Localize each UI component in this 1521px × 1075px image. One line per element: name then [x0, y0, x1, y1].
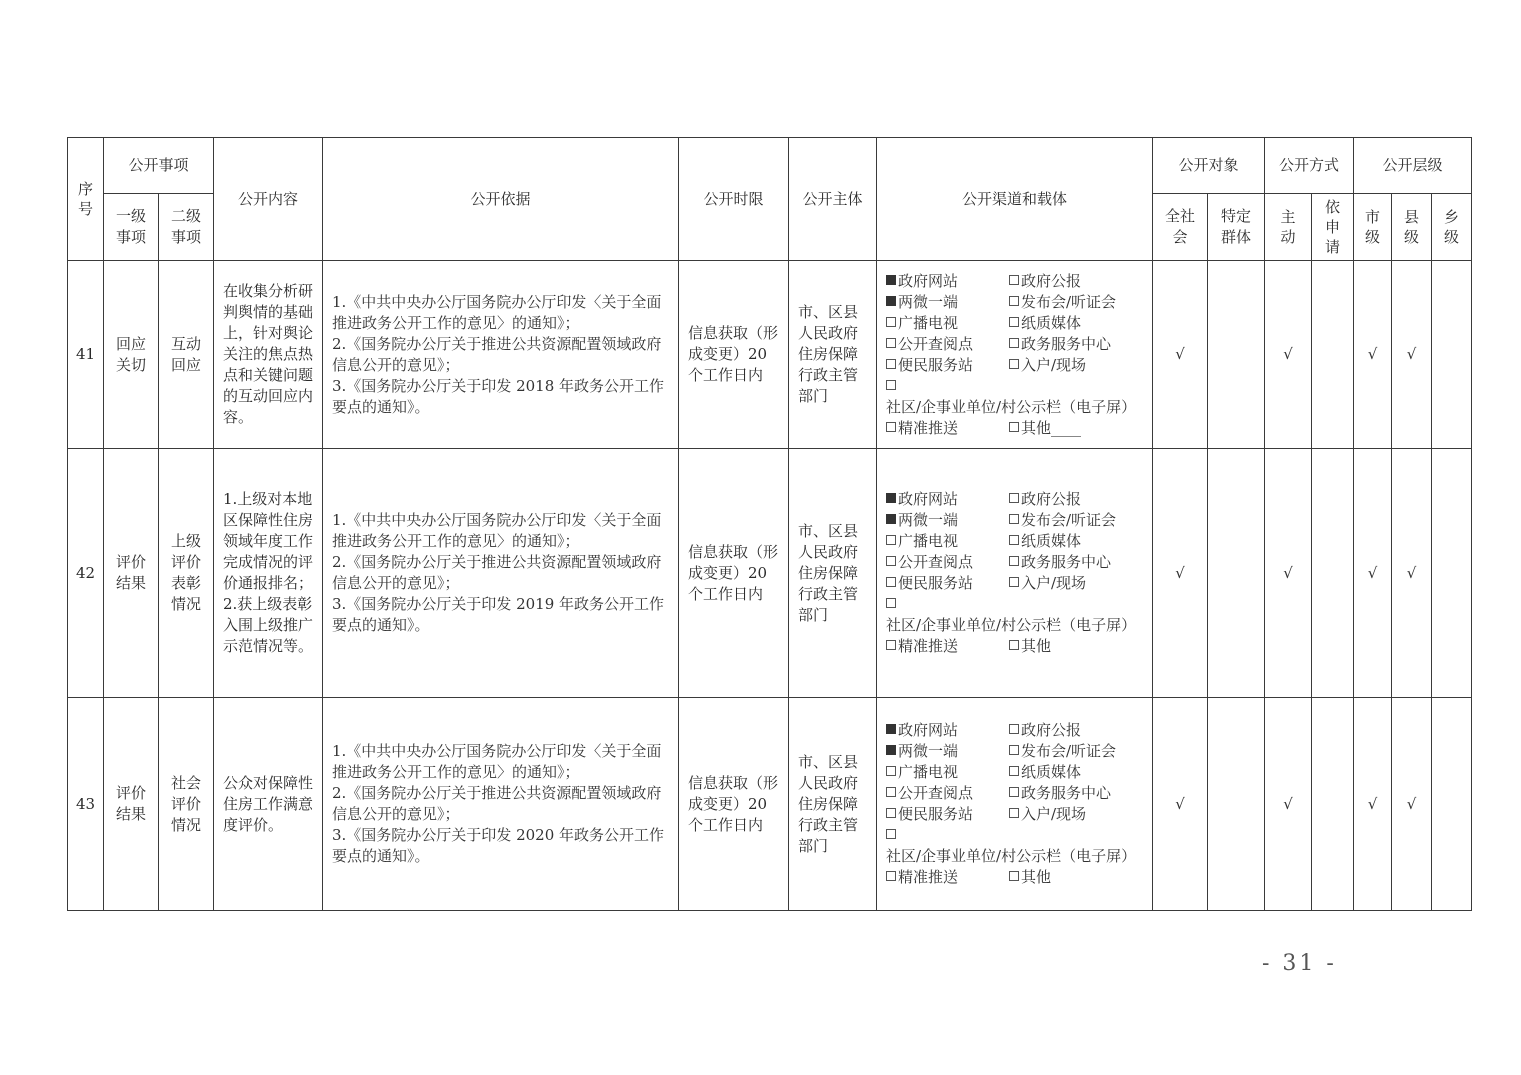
empty-box-icon	[1009, 535, 1019, 545]
method-apply-check	[1312, 698, 1354, 911]
channel-two-micro: 两微一端	[886, 741, 1009, 762]
level-town-check	[1432, 449, 1472, 698]
empty-box-icon	[886, 577, 896, 587]
level-city-check: √	[1354, 449, 1392, 698]
channel-tv: 广播电视	[886, 313, 1009, 334]
header-subject: 公开主体	[789, 138, 877, 261]
channel-reading: 公开查阅点	[886, 783, 1009, 804]
row-subject: 市、区县人民政府住房保障行政主管部门	[789, 698, 877, 911]
row-level2: 社会评价情况	[159, 698, 214, 911]
channel-door: 入户/现场	[1009, 804, 1146, 825]
empty-box-icon	[886, 787, 896, 797]
channel-other: 其他	[1009, 867, 1146, 888]
empty-box-icon	[886, 871, 896, 881]
channel-two-micro: 两微一端	[886, 292, 1009, 313]
row-content: 1.上级对本地区保障性住房领域年度工作完成情况的评价通报排名；2.获上级表彰入围上级推广示范情况等。	[214, 449, 323, 698]
empty-box-icon	[1009, 724, 1019, 734]
channel-door: 入户/现场	[1009, 573, 1146, 594]
header-method: 公开方式	[1265, 138, 1354, 194]
target-special-check	[1208, 449, 1265, 698]
header-method-apply: 依申请	[1312, 194, 1354, 261]
row-time: 信息获取（形成变更）20 个工作日内	[679, 698, 789, 911]
channel-convenience: 便民服务站	[886, 573, 1009, 594]
page-number: - 31 -	[1262, 951, 1337, 976]
channel-gov-bulletin: 政府公报	[1009, 720, 1146, 741]
header-channel: 公开渠道和载体	[877, 138, 1153, 261]
empty-box-icon	[1009, 808, 1019, 818]
channel-other: 其他	[1009, 636, 1146, 657]
level-county-check: √	[1392, 449, 1432, 698]
table-row	[68, 261, 1472, 449]
method-apply-check	[1312, 261, 1354, 449]
header-content: 公开内容	[214, 138, 323, 261]
row-content: 公众对保障性住房工作满意度评价。	[214, 698, 323, 911]
level-city-check: √	[1354, 261, 1392, 449]
empty-box-icon	[886, 829, 896, 839]
channel-reading: 公开查阅点	[886, 552, 1009, 573]
channel-push: 精准推送	[886, 636, 1009, 657]
row-number: 43	[68, 698, 104, 911]
checked-box-icon	[886, 296, 896, 306]
header-level: 公开层级	[1354, 138, 1472, 194]
row-basis: 1.《中共中央办公厅国务院办公厅印发〈关于全面推进政务公开工作的意见〉的通知》； 2.《国务院办公厅关于推进公共资源配置领域政府信息公开的意见》； 3.《国务院办公厅关于印发 2019 年政务公开工作要点的通知》。	[323, 449, 679, 698]
checked-box-icon	[886, 745, 896, 755]
disclosure-table	[67, 137, 1472, 911]
channel-gov-site: 政府网站	[886, 720, 1009, 741]
target-all-check: √	[1153, 261, 1208, 449]
channel-paper: 纸质媒体	[1009, 762, 1146, 783]
empty-box-icon	[1009, 338, 1019, 348]
header-target: 公开对象	[1153, 138, 1265, 194]
channel-board: 社区/企事业单位/村公示栏（电子屏）	[886, 825, 1146, 867]
row-basis: 1.《中共中央办公厅国务院办公厅印发〈关于全面推进政务公开工作的意见〉的通知》； 2.《国务院办公厅关于推进公共资源配置领域政府信息公开的意见》； 3.《国务院办公厅关于印发 2018 年政务公开工作要点的通知》。	[323, 261, 679, 449]
row-subject: 市、区县人民政府住房保障行政主管部门	[789, 261, 877, 449]
level-city-check: √	[1354, 698, 1392, 911]
row-number: 42	[68, 449, 104, 698]
channel-tv: 广播电视	[886, 762, 1009, 783]
header-basis: 公开依据	[323, 138, 679, 261]
row-channels	[877, 261, 1153, 449]
empty-box-icon	[886, 422, 896, 432]
table-row	[68, 449, 1472, 698]
level-town-check	[1432, 698, 1472, 911]
header-county: 县级	[1392, 194, 1432, 261]
empty-box-icon	[886, 359, 896, 369]
channel-gov-site: 政府网站	[886, 489, 1009, 510]
channel-door: 入户/现场	[1009, 355, 1146, 376]
row-time: 信息获取（形成变更）20 个工作日内	[679, 261, 789, 449]
header-city: 市级	[1354, 194, 1392, 261]
channel-press: 发布会/听证会	[1009, 741, 1146, 762]
channel-press: 发布会/听证会	[1009, 292, 1146, 313]
header-row-1	[68, 138, 1472, 194]
row-channels	[877, 698, 1153, 911]
row-basis: 1.《中共中央办公厅国务院办公厅印发〈关于全面推进政务公开工作的意见〉的通知》； 2.《国务院办公厅关于推进公共资源配置领域政府信息公开的意见》； 3.《国务院办公厅关于印发 2020 年政务公开工作要点的通知》。	[323, 698, 679, 911]
channel-tv: 广播电视	[886, 531, 1009, 552]
empty-box-icon	[1009, 871, 1019, 881]
target-special-check	[1208, 261, 1265, 449]
empty-box-icon	[1009, 745, 1019, 755]
empty-box-icon	[1009, 296, 1019, 306]
empty-box-icon	[1009, 422, 1019, 432]
row-level1: 回应关切	[104, 261, 159, 449]
header-level2: 二级事项	[159, 194, 214, 261]
row-level1: 评价结果	[104, 449, 159, 698]
channel-paper: 纸质媒体	[1009, 531, 1146, 552]
method-active-check: √	[1265, 261, 1312, 449]
method-active-check: √	[1265, 698, 1312, 911]
row-time: 信息获取（形成变更）20 个工作日内	[679, 449, 789, 698]
empty-box-icon	[886, 535, 896, 545]
row-level2: 互动回应	[159, 261, 214, 449]
empty-box-icon	[886, 766, 896, 776]
header-seq: 序号	[68, 138, 104, 261]
header-town: 乡级	[1432, 194, 1472, 261]
row-channels	[877, 449, 1153, 698]
channel-service-center: 政务服务中心	[1009, 552, 1146, 573]
level-county-check: √	[1392, 698, 1432, 911]
checked-box-icon	[886, 514, 896, 524]
channel-push: 精准推送	[886, 867, 1009, 888]
empty-box-icon	[886, 556, 896, 566]
empty-box-icon	[1009, 766, 1019, 776]
channel-board: 社区/企事业单位/村公示栏（电子屏）	[886, 594, 1146, 636]
channel-convenience: 便民服务站	[886, 804, 1009, 825]
empty-box-icon	[886, 640, 896, 650]
level-town-check	[1432, 261, 1472, 449]
row-level2: 上级评价表彰情况	[159, 449, 214, 698]
target-all-check: √	[1153, 698, 1208, 911]
empty-box-icon	[886, 317, 896, 327]
empty-box-icon	[886, 808, 896, 818]
empty-box-icon	[1009, 275, 1019, 285]
row-subject: 市、区县人民政府住房保障行政主管部门	[789, 449, 877, 698]
empty-box-icon	[1009, 317, 1019, 327]
level-county-check: √	[1392, 261, 1432, 449]
empty-box-icon	[1009, 577, 1019, 587]
channel-reading: 公开查阅点	[886, 334, 1009, 355]
channel-two-micro: 两微一端	[886, 510, 1009, 531]
empty-box-icon	[1009, 556, 1019, 566]
empty-box-icon	[1009, 787, 1019, 797]
checked-box-icon	[886, 493, 896, 503]
channel-board: 社区/企事业单位/村公示栏（电子屏）	[886, 376, 1146, 418]
row-level1: 评价结果	[104, 698, 159, 911]
channel-press: 发布会/听证会	[1009, 510, 1146, 531]
header-target-all: 全社会	[1153, 194, 1208, 261]
empty-box-icon	[1009, 493, 1019, 503]
empty-box-icon	[1009, 640, 1019, 650]
method-active-check: √	[1265, 449, 1312, 698]
empty-box-icon	[886, 380, 896, 390]
method-apply-check	[1312, 449, 1354, 698]
channel-service-center: 政务服务中心	[1009, 783, 1146, 804]
header-time: 公开时限	[679, 138, 789, 261]
row-content: 在收集分析研判舆情的基础上，针对舆论关注的焦点热点和关键问题的互动回应内容。	[214, 261, 323, 449]
checked-box-icon	[886, 275, 896, 285]
target-special-check	[1208, 698, 1265, 911]
header-items: 公开事项	[104, 138, 214, 194]
channel-service-center: 政务服务中心	[1009, 334, 1146, 355]
empty-box-icon	[1009, 514, 1019, 524]
header-target-special: 特定群体	[1208, 194, 1265, 261]
channel-gov-site: 政府网站	[886, 271, 1009, 292]
empty-box-icon	[886, 338, 896, 348]
row-number: 41	[68, 261, 104, 449]
header-method-active: 主动	[1265, 194, 1312, 261]
empty-box-icon	[886, 598, 896, 608]
checked-box-icon	[886, 724, 896, 734]
target-all-check: √	[1153, 449, 1208, 698]
header-level1: 一级事项	[104, 194, 159, 261]
channel-convenience: 便民服务站	[886, 355, 1009, 376]
channel-gov-bulletin: 政府公报	[1009, 489, 1146, 510]
channel-push: 精准推送	[886, 418, 1009, 439]
empty-box-icon	[1009, 359, 1019, 369]
channel-other: 其他____	[1009, 418, 1146, 439]
table-row	[68, 698, 1472, 911]
channel-gov-bulletin: 政府公报	[1009, 271, 1146, 292]
channel-paper: 纸质媒体	[1009, 313, 1146, 334]
